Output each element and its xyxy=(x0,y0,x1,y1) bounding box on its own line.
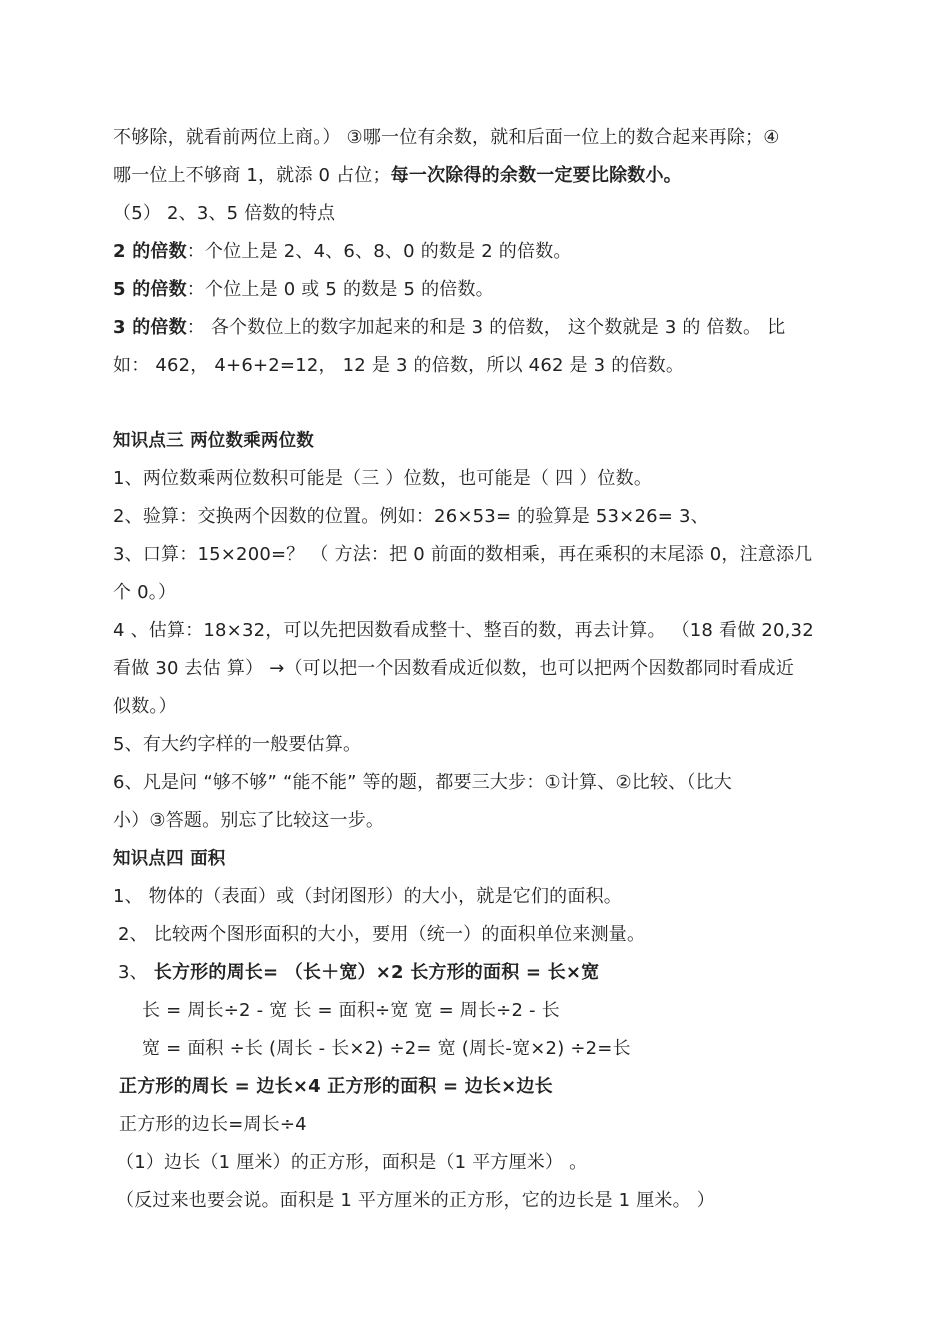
section3-item-5: 5、有大约字样的一般要估算。 xyxy=(113,734,362,755)
area-note-2: （反过来也要会说。面积是 1 平方厘米的正方形，它的边长是 1 厘米。 ） xyxy=(116,1190,715,1211)
multiple-of-2-text: ：个位上是 2、4、6、8、0 的数是 2 的倍数。 xyxy=(186,241,572,262)
section3-heading: 知识点三 两位数乘两位数 xyxy=(113,431,314,451)
section4-item-3 xyxy=(118,961,843,985)
multiple-of-3-text: ： 各个数位上的数字加起来的和是 3 的倍数， 这个数就是 3 的 倍数。 比 xyxy=(186,317,786,338)
section4-heading: 知识点四 面积 xyxy=(113,849,226,869)
section3-item-4-line-1: 4 、估算：18×32，可以先把因数看成整十、整百的数，再去计算。 （18 看做 20,32 xyxy=(113,620,814,641)
section3-item-4-line-2: 看做 30 去估 算） →（可以把一个因数看成近似数，也可以把两个因数都同时看成近 xyxy=(113,658,795,679)
section3-item-1: 1、两位数乘两位数积可能是（三 ）位数，也可能是（ 四 ）位数。 xyxy=(113,468,653,489)
multiple-of-3-example: 如： 462， 4+6+2=12， 12 是 3 的倍数，所以 462 是 3 的倍数。 xyxy=(113,355,685,376)
multiples-title: （5） 2、3、5 倍数的特点 xyxy=(113,203,336,224)
section3-item-6-line-1: 6、凡是问 “够不够” “能不能” 等的题，都要三大步：①计算、②比较、（比大 xyxy=(113,772,732,793)
multiple-of-5-line xyxy=(113,278,838,302)
section3-item-2: 2、验算：交换两个因数的位置。例如：26×53= 的验算是 53×26= 3、 xyxy=(113,506,709,527)
multiple-of-2-label: 2 的倍数 xyxy=(113,241,187,262)
section3-item-3-line-2: 个 0。） xyxy=(113,582,177,603)
multiple-of-3-label: 3 的倍数 xyxy=(113,317,187,338)
section3-item-6-line-2: 小）③答题。别忘了比较这一步。 xyxy=(113,810,385,831)
rectangle-formulas-bold: 长方形的周长= （长＋宽）×2 长方形的面积 = 长×宽 xyxy=(153,962,600,983)
multiple-of-5-text: ：个位上是 0 或 5 的数是 5 的倍数。 xyxy=(186,279,494,300)
section4-item-3-prefix: 3、 xyxy=(118,962,154,983)
section3-item-3-line-1: 3、口算：15×200=？ （ 方法：把 0 前面的数相乘，再在乘积的末尾添 0，注意添几 xyxy=(113,544,813,565)
square-formulas-bold: 正方形的周长 = 边长×4 正方形的面积 = 边长×边长 xyxy=(119,1076,553,1097)
section4-item-1: 1、 物体的（表面）或（封闭图形）的大小，就是它们的面积。 xyxy=(113,886,622,907)
rectangle-formulas-line-1: 长 = 周长÷2 - 宽 长 = 面积÷宽 宽 = 周长÷2 - 长 xyxy=(142,1000,560,1021)
section4-item-2: 2、 比较两个图形面积的大小，要用（统一）的面积单位来测量。 xyxy=(118,924,646,945)
multiple-of-2-line xyxy=(113,240,838,264)
remainder-rule-bold: 每一次除得的余数一定要比除数小。 xyxy=(390,165,682,186)
division-rule-line-2 xyxy=(113,164,838,188)
multiple-of-5-label: 5 的倍数 xyxy=(113,279,187,300)
multiple-of-3-line xyxy=(113,316,838,340)
section3-item-4-line-3: 似数。） xyxy=(113,696,177,717)
rectangle-formulas-line-2: 宽 = 面积 ÷长 (周长 - 长×2) ÷2= 宽 (周长-宽×2) ÷2=长 xyxy=(142,1038,631,1059)
square-side-formula: 正方形的边长=周长÷4 xyxy=(119,1114,307,1135)
division-rule-line-1: 不够除，就看前两位上商。） ③哪一位有余数，就和后面一位上的数合起来再除；④ xyxy=(113,127,780,148)
division-rule-text: 哪一位上不够商 1，就添 0 占位； xyxy=(113,165,391,186)
area-note-1: （1）边长（1 厘米）的正方形，面积是（1 平方厘米） 。 xyxy=(116,1152,588,1173)
